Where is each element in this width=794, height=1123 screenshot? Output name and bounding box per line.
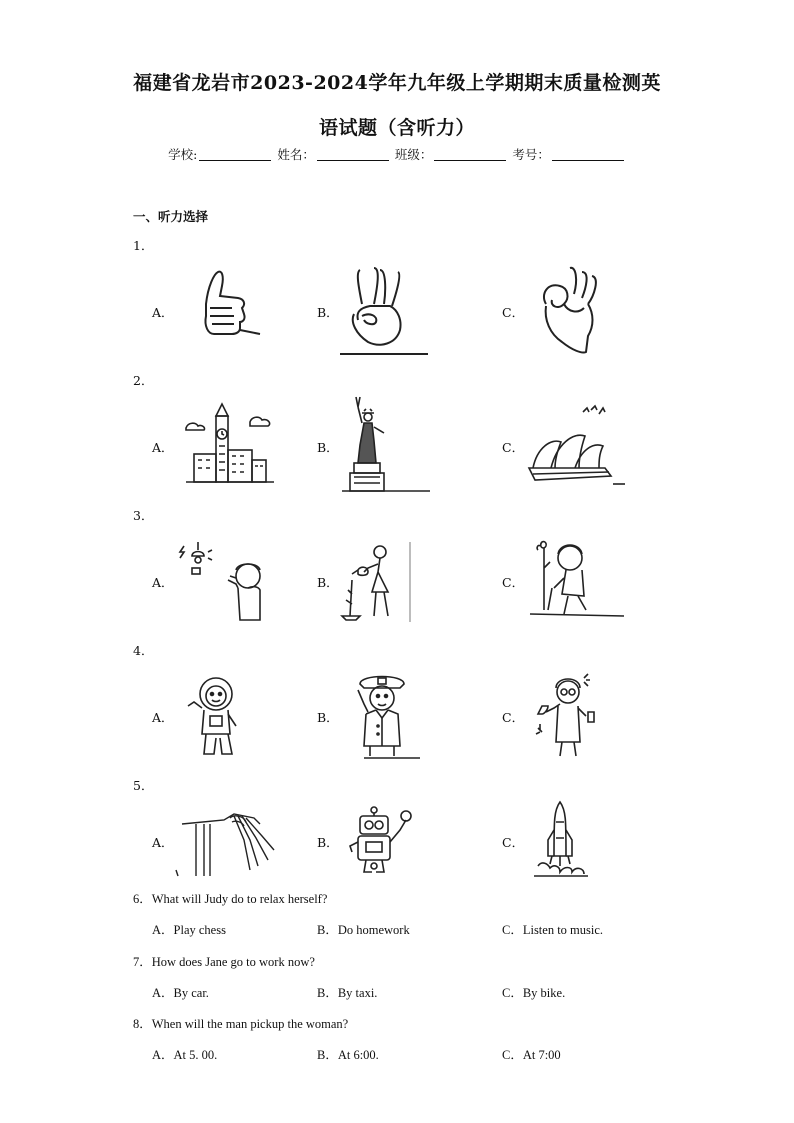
option-text[interactable]: C．By bike. (502, 986, 566, 1000)
class-field[interactable] (434, 148, 506, 161)
option-label[interactable]: C． (502, 710, 525, 725)
option-label[interactable]: B． (317, 440, 339, 455)
option-label[interactable]: A． (152, 440, 174, 455)
option-label[interactable]: C． (502, 305, 525, 320)
police-officer-icon (352, 668, 422, 760)
question-number: 5． (133, 778, 154, 793)
number-label: 考号： (512, 147, 550, 162)
option-label[interactable]: B． (317, 305, 339, 320)
robot-icon (348, 806, 418, 878)
option-text[interactable]: C．At 7:00 (502, 1048, 561, 1062)
option-label[interactable]: B． (317, 710, 339, 725)
statue-of-liberty-icon (340, 393, 432, 495)
option-label[interactable]: A． (152, 305, 174, 320)
waterfall-icon (174, 810, 278, 878)
option-label[interactable]: A． (152, 575, 174, 590)
question-text: 6．What will Judy do to relax herself? (133, 892, 328, 906)
question-number: 3． (133, 508, 154, 523)
school-field[interactable] (199, 148, 271, 161)
name-field[interactable] (317, 148, 389, 161)
boy-planting-tree-icon (528, 538, 628, 622)
student-info-row (0, 145, 794, 163)
option-text[interactable]: B．Do homework (317, 923, 410, 937)
option-text[interactable]: B．By taxi. (317, 986, 378, 1000)
thumbs-up-icon (188, 264, 268, 344)
question-number: 1． (133, 238, 154, 253)
option-label[interactable]: A． (152, 835, 174, 850)
question-number: 4． (133, 643, 154, 658)
option-text[interactable]: A．Play chess (152, 923, 226, 937)
number-field[interactable] (552, 148, 624, 161)
name-label: 姓名： (277, 147, 315, 162)
space-shuttle-icon (530, 800, 590, 880)
girl-watering-plant-icon (338, 540, 420, 624)
class-label: 班级： (394, 147, 433, 162)
sydney-opera-house-icon (527, 398, 627, 490)
option-label[interactable]: A． (152, 710, 174, 725)
option-text[interactable]: B．At 6:00. (317, 1048, 379, 1062)
option-text[interactable]: A．By car. (152, 986, 209, 1000)
option-label[interactable]: B． (317, 575, 339, 590)
scientist-icon (534, 672, 604, 760)
section-heading: 一、听力选择 (133, 209, 209, 224)
victory-hand-icon (340, 264, 430, 356)
ok-hand-icon (538, 264, 608, 356)
school-label: 学校: (168, 147, 198, 162)
option-label[interactable]: C． (502, 835, 525, 850)
big-ben-icon (184, 402, 276, 486)
option-text[interactable]: C．Listen to music. (502, 923, 604, 937)
question-number: 2． (133, 373, 154, 388)
question-text: 8．When will the man pickup the woman? (133, 1017, 349, 1031)
option-label[interactable]: B． (317, 835, 339, 850)
document-title-line1: 福建省龙岩市2023-2024学年九年级上学期期末质量检测英 (133, 72, 661, 94)
boy-turning-off-light-icon (178, 540, 268, 624)
option-text[interactable]: A．At 5. 00. (152, 1048, 218, 1062)
option-label[interactable]: C． (502, 440, 525, 455)
astronaut-icon (184, 672, 254, 760)
question-text: 7．How does Jane go to work now? (133, 955, 315, 969)
option-label[interactable]: C． (502, 575, 525, 590)
document-title-line2: 语试题（含听力） (318, 117, 475, 139)
